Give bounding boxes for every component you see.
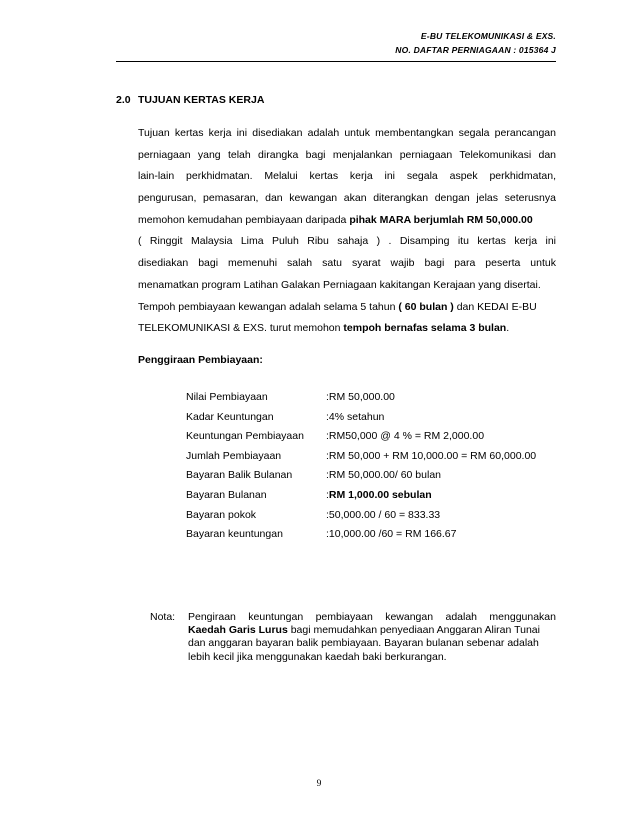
section-number: 2.0: [116, 94, 131, 106]
financing-label: Kadar Keuntungan: [186, 410, 274, 423]
paragraph-bold-text: tempoh bernafas selama 3 bulan: [343, 322, 507, 335]
paragraph-line: disediakan bagi memenuhi salah satu syarat wajib bagi para peserta untuk: [138, 257, 556, 270]
note-line: dan anggaran bayaran balik pembiayaan. Bayaran bulanan sebenar adalah: [188, 637, 539, 650]
paragraph-line: lain-lain perkhidmatan. Melalui kertas kerja ini segala aspek perkhidmatan,: [138, 170, 556, 183]
page-number: 9: [316, 779, 322, 789]
section-title: TUJUAN KERTAS KERJA: [138, 94, 265, 106]
financing-label: Bayaran keuntungan: [186, 528, 283, 541]
financing-row: [186, 408, 536, 428]
financing-label: Bayaran Balik Bulanan: [186, 469, 293, 482]
paragraph-line: perniagaan yang telah dirangka bagi menjalankan perniagaan Telekomunikasi dan: [138, 148, 556, 161]
note-text-part: bagi memudahkan penyediaan Anggaran Aliran Tunai: [287, 624, 540, 637]
financing-table: [186, 388, 536, 545]
financing-row: [186, 466, 536, 486]
note-line: [188, 624, 556, 637]
financing-row: [186, 525, 536, 545]
paragraph-bold-text: ( 60 bulan ): [398, 300, 454, 313]
paragraph-text: .: [506, 322, 510, 335]
financing-row: [186, 506, 536, 526]
paragraph-text: Tempoh pembiayaan kewangan adalah selama 5 tahun: [138, 300, 399, 313]
financing-value: :RM 50,000.00/ 60 bulan: [326, 469, 441, 482]
financing-label: Keuntungan Pembiayaan: [186, 430, 304, 443]
financing-label: Nilai Pembiayaan: [186, 391, 268, 403]
paragraph-line: [138, 318, 556, 340]
paragraph-line: [138, 210, 556, 232]
paragraph-bold-text: pihak MARA berjumlah RM 50,000.00: [349, 213, 533, 226]
paragraph-line: ( Ringgit Malaysia Lima Puluh Ribu sahaja ) . Disamping itu kertas kerja ini: [138, 235, 556, 248]
note-label: Nota:: [150, 611, 176, 623]
financing-value: :RM 50,000.00: [326, 391, 395, 403]
financing-label: Jumlah Pembiayaan: [186, 449, 282, 462]
financing-value: :10,000.00 /60 = RM 166.67: [326, 528, 457, 541]
paragraph-text: dan KEDAI E-BU: [453, 300, 537, 313]
section-heading: [116, 94, 264, 106]
paragraph-line: [138, 297, 556, 319]
paragraph-line: menamatkan program Latihan Galakan Perniagaan kakitangan Kerajaan yang disertai.: [138, 278, 541, 291]
financing-row: [186, 447, 536, 467]
paragraph-text: memohon kemudahan pembiayaan daripada: [138, 213, 350, 226]
financing-row: [186, 427, 536, 447]
financing-value: :4% setahun: [326, 410, 385, 423]
financing-value-bold: RM 1,000.00 sebulan: [328, 488, 432, 501]
financing-label: Bayaran pokok: [186, 508, 257, 521]
header-divider: [116, 61, 556, 62]
paragraph-text: TELEKOMUNIKASI & EXS. turut memohon: [138, 322, 344, 335]
financing-value-prefix: :: [326, 488, 329, 501]
financing-label: Bayaran Bulanan: [186, 488, 267, 501]
financing-value: :RM 50,000 + RM 10,000.00 = RM 60,000.00: [326, 449, 537, 462]
financing-value: :50,000.00 / 60 = 833.33: [326, 508, 441, 521]
financing-value: :RM50,000 @ 4 % = RM 2,000.00: [326, 430, 485, 443]
purpose-paragraph: [138, 123, 556, 340]
header-registration-number: NO. DAFTAR PERNIAGAAN : 015364 J: [395, 45, 556, 55]
paragraph-line: pengurusan, pemasaran, dan kewangan akan diterangkan dengan jelas seterusnya: [138, 192, 556, 205]
financing-row: [186, 486, 536, 506]
header-company-name: E-BU TELEKOMUNIKASI & EXS.: [420, 31, 556, 41]
note-line: lebih kecil jika menggunakan kaedah baki berkurangan.: [188, 650, 447, 663]
financing-heading: Penggiraan Pembiayaan:: [138, 354, 263, 366]
note-bold-text: Kaedah Garis Lurus: [188, 624, 288, 637]
financing-row: [186, 388, 536, 408]
note-text: [188, 611, 556, 664]
paragraph-line: Tujuan kertas kerja ini disediakan adalah untuk membentangkan segala perancangan: [138, 127, 556, 139]
note-line: Pengiraan keuntungan pembiayaan kewangan adalah menggunakan: [188, 611, 556, 623]
